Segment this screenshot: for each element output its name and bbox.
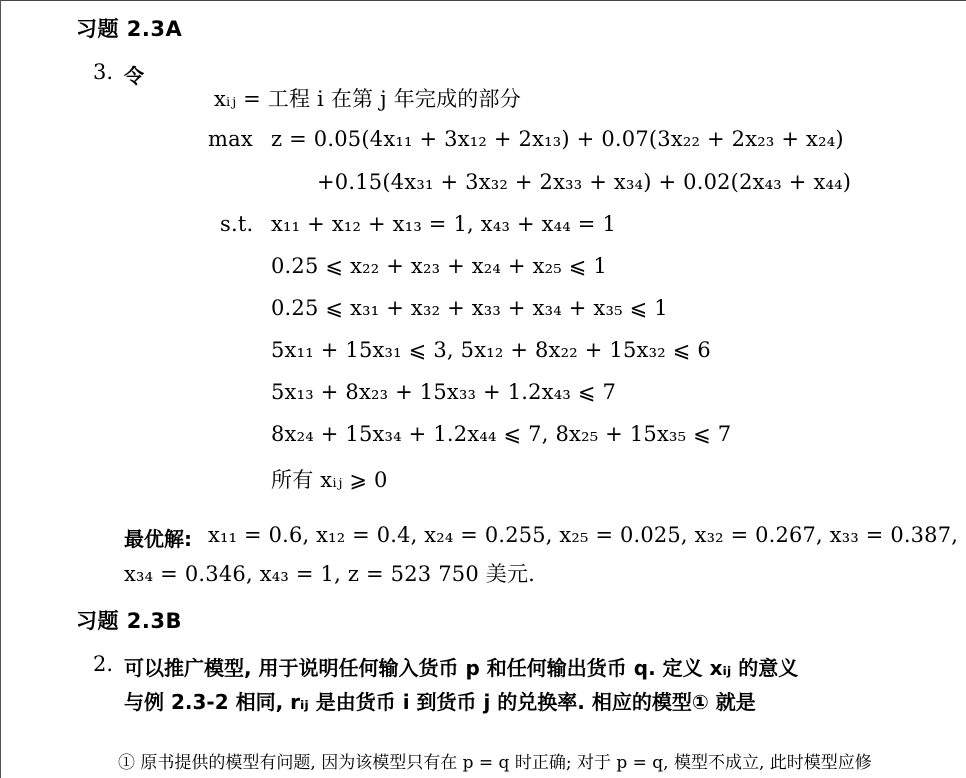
objective-label: max (208, 127, 253, 151)
constraint-4: 5x₁₁ + 15x₃₁ ⩽ 3, 5x₁₂ + 8x₂₂ + 15x₃₂ ⩽ 6 (271, 338, 711, 362)
constraints-label: s.t. (220, 212, 254, 236)
left-rule (0, 0, 1, 778)
objective-line-2: +0.15(4x₃₁ + 3x₃₂ + 2x₃₃ + x₃₄) + 0.02(2x₄₃ + x₄₄) (317, 170, 852, 194)
constraint-5: 5x₁₃ + 8x₂₃ + 15x₃₃ + 1.2x₄₃ ⩽ 7 (271, 380, 617, 404)
constraint-3: 0.25 ⩽ x₃₁ + x₃₂ + x₃₃ + x₃₄ + x₃₅ ⩽ 1 (271, 296, 668, 320)
top-rule (0, 0, 966, 1)
solution-line-2: x₃₄ = 0.346, x₄₃ = 1, z = 523 750 美元. (124, 562, 536, 586)
footnote: ① 原书提供的模型有问题, 因为该模型只有在 p = q 时正确; 对于 p = q, 模型不成立, 此时模型应修 (118, 753, 872, 773)
constraint-nonnegativity: 所有 xᵢⱼ ⩾ 0 (271, 468, 388, 492)
problem-text-line-2: 与例 2.3-2 相同, rᵢⱼ 是由货币 i 到货币 j 的兑换率. 相应的模型① 就是 (124, 690, 756, 714)
problem-text-line-1: 可以推广模型, 用于说明任何输入货币 p 和任何输出货币 q. 定义 xᵢⱼ 的意义 (124, 656, 799, 680)
constraint-1: x₁₁ + x₁₂ + x₁₃ = 1, x₄₃ + x₄₄ = 1 (271, 212, 617, 236)
solution-line-1: x₁₁ = 0.6, x₁₂ = 0.4, x₂₄ = 0.255, x₂₅ = 0.025, x₃₂ = 0.267, x₃₃ = 0.387, (208, 523, 959, 547)
objective-line-1: z = 0.05(4x₁₁ + 3x₁₂ + 2x₁₃) + 0.07(3x₂₂ + 2x₂₃ + x₂₄) (271, 127, 844, 151)
variable-definition: xᵢⱼ = 工程 i 在第 j 年完成的部分 (214, 87, 521, 111)
problem-number-b: 2. (93, 652, 114, 676)
solution-label: 最优解: (124, 527, 192, 551)
problem-intro: 令 (124, 64, 144, 88)
problem-number: 3. (93, 60, 114, 84)
section-heading-2-3b: 习题 2.3B (76, 609, 183, 633)
constraint-2: 0.25 ⩽ x₂₂ + x₂₃ + x₂₄ + x₂₅ ⩽ 1 (271, 254, 607, 278)
constraint-6: 8x₂₄ + 15x₃₄ + 1.2x₄₄ ⩽ 7, 8x₂₅ + 15x₃₅ ⩽ 7 (271, 422, 732, 446)
section-heading-2-3a: 习题 2.3A (76, 17, 183, 41)
